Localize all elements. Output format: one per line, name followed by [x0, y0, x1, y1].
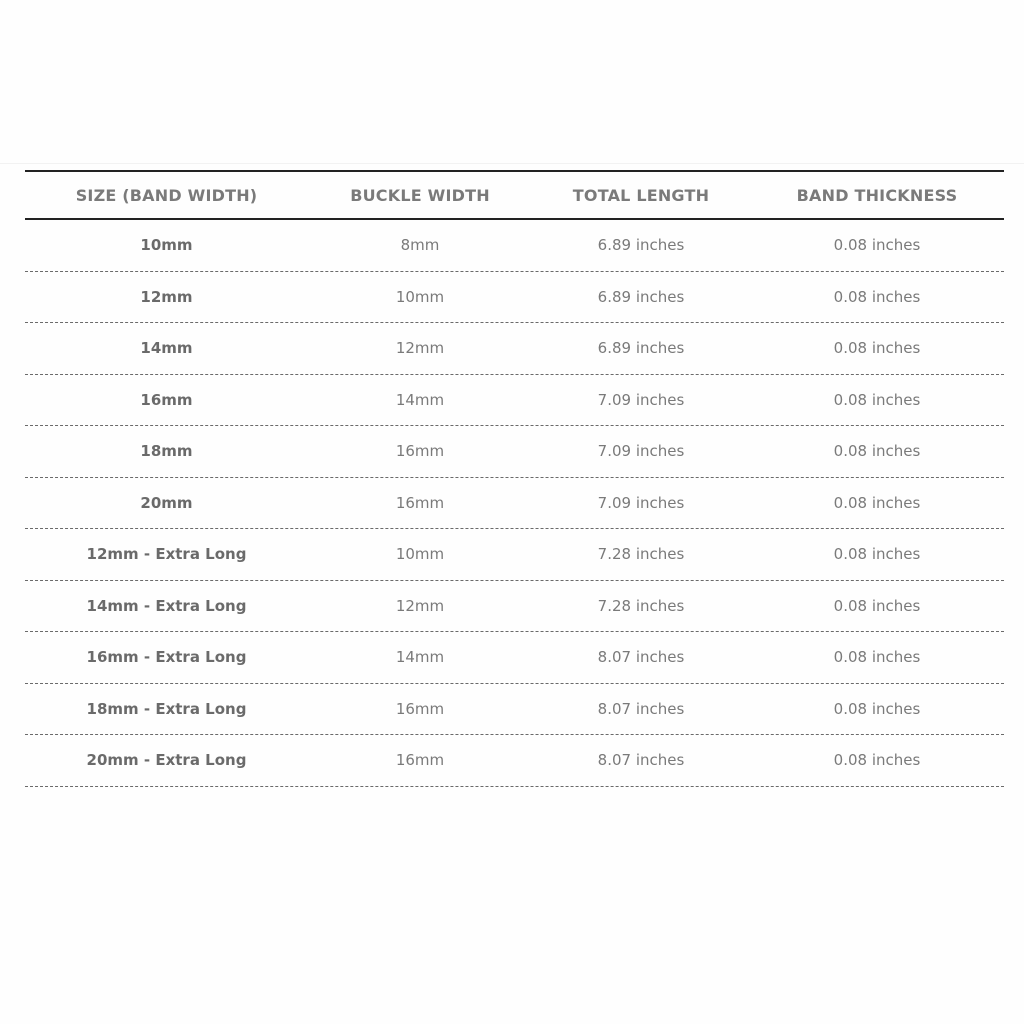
- table-row: [25, 375, 1004, 427]
- table-row: [25, 272, 1004, 324]
- cell-buckle-width: 14mm: [395, 390, 445, 409]
- cell-band-thickness: 0.08 inches: [833, 751, 921, 770]
- table-row: [25, 220, 1004, 272]
- cell-buckle-width: 12mm: [395, 596, 445, 615]
- cell-buckle-width: 8mm: [400, 236, 440, 255]
- cell-buckle-width: 16mm: [395, 493, 445, 512]
- header-total-length: TOTAL LENGTH: [572, 185, 710, 205]
- cell-size: 10mm: [140, 236, 193, 255]
- cell-buckle-width: 16mm: [395, 699, 445, 718]
- table-row: [25, 426, 1004, 478]
- cell-band-thickness: 0.08 inches: [833, 493, 921, 512]
- cell-total-length: 7.28 inches: [597, 545, 685, 564]
- cell-total-length: 7.28 inches: [597, 596, 685, 615]
- cell-size: 20mm: [140, 493, 193, 512]
- header-size: SIZE (BAND WIDTH): [75, 185, 258, 205]
- cell-size: 12mm: [140, 287, 193, 306]
- table-header-row: [25, 170, 1004, 220]
- cell-band-thickness: 0.08 inches: [833, 339, 921, 358]
- cell-size: 16mm: [140, 390, 193, 409]
- cell-total-length: 6.89 inches: [597, 339, 685, 358]
- cell-total-length: 7.09 inches: [597, 442, 685, 461]
- cell-total-length: 7.09 inches: [597, 493, 685, 512]
- cell-band-thickness: 0.08 inches: [833, 390, 921, 409]
- table-row: [25, 581, 1004, 633]
- cell-buckle-width: 14mm: [395, 648, 445, 667]
- cell-band-thickness: 0.08 inches: [833, 545, 921, 564]
- cell-size: 18mm - Extra Long: [86, 699, 247, 718]
- cell-buckle-width: 10mm: [395, 287, 445, 306]
- cell-size: 16mm - Extra Long: [86, 648, 247, 667]
- cell-total-length: 6.89 inches: [597, 287, 685, 306]
- cell-total-length: 8.07 inches: [597, 699, 685, 718]
- cell-buckle-width: 16mm: [395, 751, 445, 770]
- size-chart-table: [25, 170, 1004, 787]
- cell-buckle-width: 12mm: [395, 339, 445, 358]
- cell-band-thickness: 0.08 inches: [833, 442, 921, 461]
- cell-size: 14mm - Extra Long: [86, 596, 247, 615]
- table-row: [25, 323, 1004, 375]
- table-row: [25, 478, 1004, 530]
- cell-size: 20mm - Extra Long: [86, 751, 247, 770]
- header-band-thickness: BAND THICKNESS: [796, 185, 958, 205]
- table-row: [25, 632, 1004, 684]
- cell-size: 18mm: [140, 442, 193, 461]
- cell-band-thickness: 0.08 inches: [833, 648, 921, 667]
- cell-total-length: 6.89 inches: [597, 236, 685, 255]
- cell-band-thickness: 0.08 inches: [833, 699, 921, 718]
- cell-size: 12mm - Extra Long: [86, 545, 247, 564]
- cell-total-length: 8.07 inches: [597, 751, 685, 770]
- table-row: [25, 684, 1004, 736]
- cell-band-thickness: 0.08 inches: [833, 596, 921, 615]
- table-row: [25, 735, 1004, 787]
- top-divider: [0, 163, 1024, 164]
- cell-size: 14mm: [140, 339, 193, 358]
- cell-total-length: 8.07 inches: [597, 648, 685, 667]
- cell-band-thickness: 0.08 inches: [833, 287, 921, 306]
- cell-buckle-width: 10mm: [395, 545, 445, 564]
- header-buckle-width: BUCKLE WIDTH: [350, 185, 490, 205]
- cell-band-thickness: 0.08 inches: [833, 236, 921, 255]
- cell-buckle-width: 16mm: [395, 442, 445, 461]
- cell-total-length: 7.09 inches: [597, 390, 685, 409]
- table-row: [25, 529, 1004, 581]
